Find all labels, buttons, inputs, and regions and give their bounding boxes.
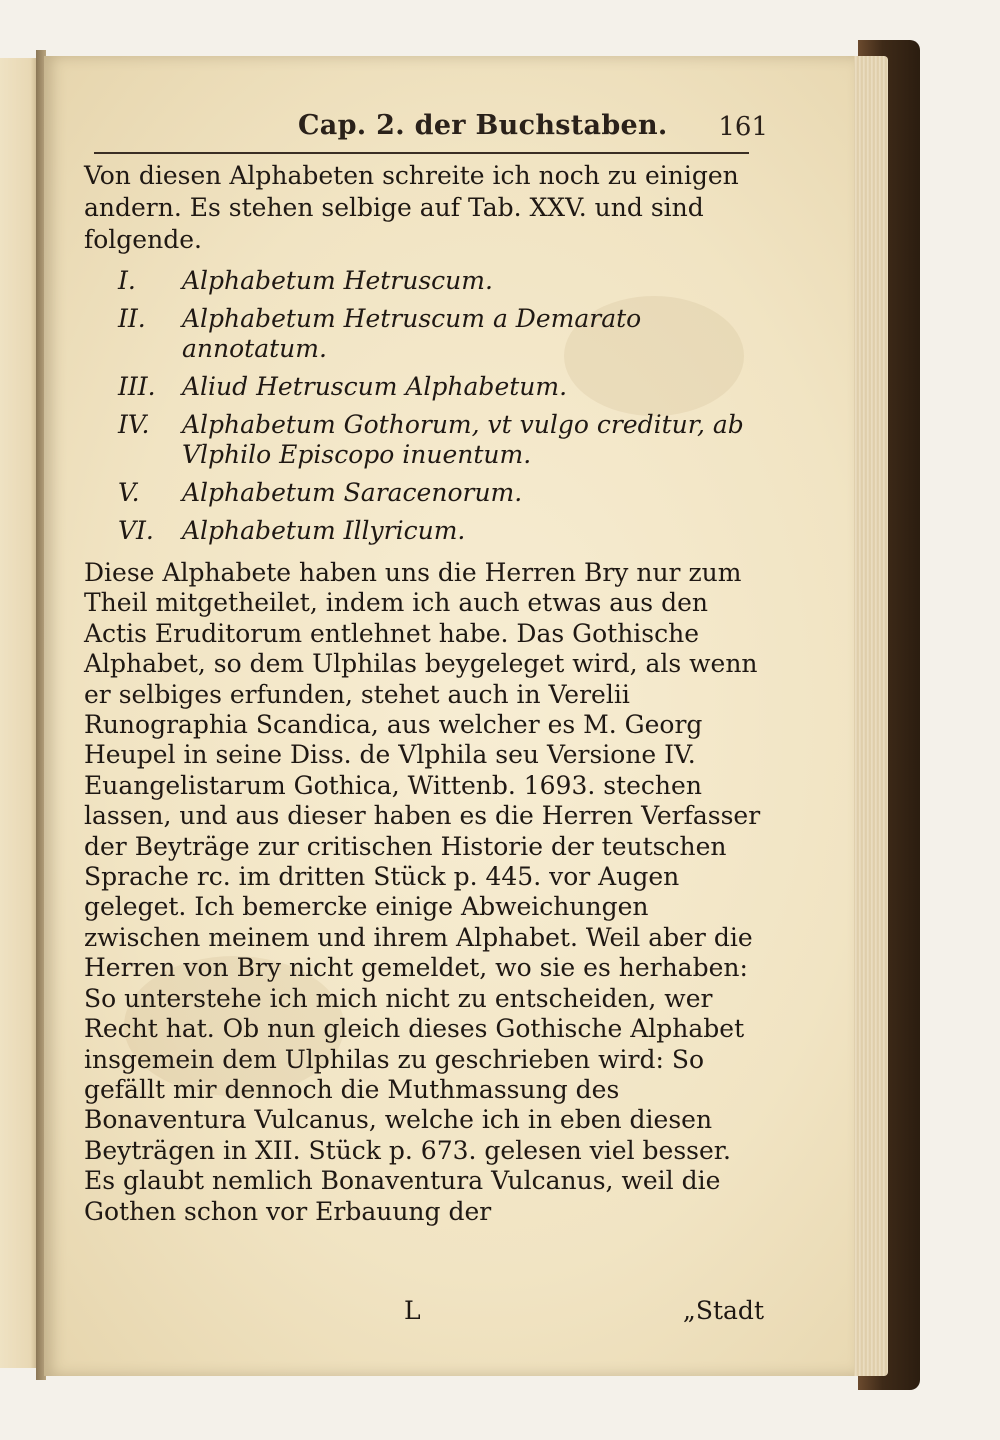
page-edges	[848, 56, 888, 1376]
header-rule	[94, 152, 749, 154]
running-title: Cap. 2. der Buchstaben.	[298, 110, 668, 141]
previous-page-edge	[0, 58, 38, 1368]
main-paragraph: Diese Alphabete haben uns die Herren Bry nur zum Theil mitgetheilet, indem ich auch etwas aus den Actis Eruditorum entlehnet habe. Das Gothische Alphabet, so dem Ulphilas beygeleget wird, als wenn er selbiges erfunden, stehet auch in Verelii Runographia Scandica, aus welcher es M. Georg Heupel in seine Diss. de Vlphila seu Versione IV. Euangelistarum Gothica, Wittenb. 1693. stechen lassen, und aus dieser haben es die Herren Verfasser der Beyträge zur critischen Historie der teutschen Sprache rc. im dritten Stück p. 445. vor Augen geleget. Ich bemercke einige Abweichungen zwischen meinem und ihrem Alphabet. Weil aber die Herren von Bry nicht gemeldet, wo sie es herhaben: So unterstehe ich mich nicht zu entscheiden, wer Recht hat. Ob nun gleich dieses Gothische Alphabet insgemein dem Ulphilas zu geschrieben wird: So gefällt mir dennoch die Muthmassung des Bonaventura Vulcanus, welche ich in eben diesen Beyträgen in XII. Stück p. 673. gelesen viel besser. Es glaubt nemlich Bonaventura Vulcanus, weil die Gothen schon vor Erbauung der	[84, 558, 761, 1226]
list-item-text: Aliud Hetruscum Alphabetum.	[182, 372, 568, 401]
page-number: 161	[718, 112, 768, 142]
list-item	[84, 304, 764, 364]
list-item-text: Alphabetum Gothorum, vt vulgo creditur, ab Vlphilo Episcopo inuentum.	[182, 410, 744, 469]
book-page	[44, 56, 854, 1376]
intro-paragraph: Von diesen Alphabeten schreite ich noch zu einigen andern. Es stehen selbige auf Tab. XXV. und sind folgende.	[84, 161, 739, 254]
list-item-number: II.	[118, 304, 146, 333]
list-item	[84, 266, 764, 296]
list-item	[84, 516, 764, 546]
list-item	[84, 478, 764, 508]
list-item-number: III.	[118, 372, 156, 401]
list-item	[84, 410, 764, 470]
list-item-text: Alphabetum Hetruscum.	[182, 266, 493, 295]
list-item-number: I.	[118, 266, 136, 295]
page-body	[84, 160, 764, 1227]
list-item	[84, 372, 764, 402]
alphabet-list	[84, 266, 764, 546]
list-item-number: IV.	[118, 410, 150, 439]
list-item-text: Alphabetum Illyricum.	[182, 516, 466, 545]
list-item-text: Alphabetum Hetruscum a Demarato annotatum.	[182, 304, 642, 363]
page-header	[128, 106, 788, 150]
list-item-number: VI.	[118, 516, 154, 545]
catchword: „Stadt	[682, 1296, 764, 1325]
list-item-number: V.	[118, 478, 140, 507]
list-item-text: Alphabetum Saracenorum.	[182, 478, 523, 507]
page-footer	[84, 1296, 764, 1332]
signature-mark: L	[404, 1296, 421, 1325]
